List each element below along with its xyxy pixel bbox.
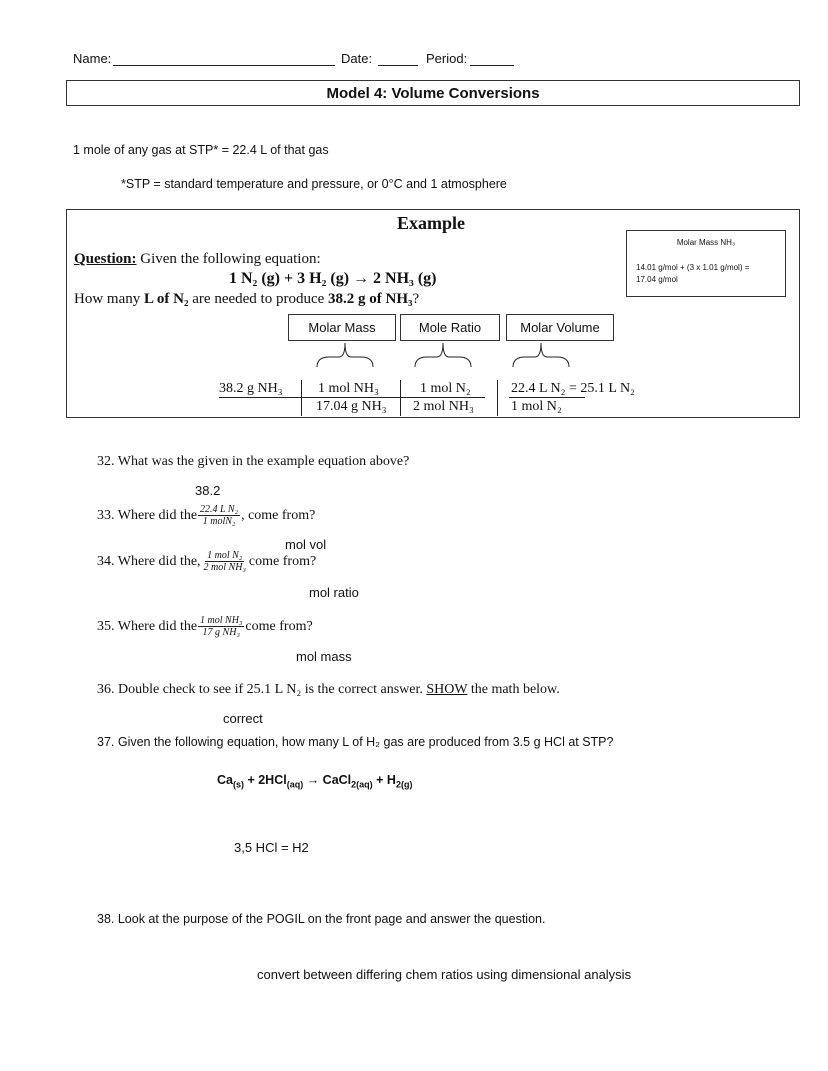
question-32: 32. What was the given in the example equation above? [97, 454, 410, 469]
answer-36: correct [223, 711, 263, 726]
molar-mass-note [626, 230, 786, 297]
calc-f3-num: 22.4 L N₂ = 25.1 L N₂ [511, 381, 635, 396]
prompt-text-2: are needed to produce [188, 291, 329, 307]
example-heading: Example [397, 213, 466, 233]
calc-f1-num: 1 mol NH₃ [318, 381, 379, 396]
molar-mass-note-line1: 14.01 g/mol + (3 x 1.01 g/mol) = [636, 263, 750, 272]
brace-molar-mass [315, 341, 375, 369]
q34-num: 1 mol N₂ [207, 550, 243, 561]
q33-den: 1 molN₂ [202, 516, 236, 527]
q34-text-post: come from? [248, 553, 317, 569]
answer-34: mol ratio [309, 585, 359, 600]
calc-line [219, 397, 485, 398]
example-equation: 1 N₂ (g) + 3 H₂ (g) → 2 NH₃ (g) [229, 270, 437, 287]
calc-f1-den: 17.04 g NH₃ [316, 399, 387, 414]
prompt-text-3: ? [412, 291, 420, 307]
answer-38: convert between differing chem ratios using dimensional analysis [257, 967, 632, 982]
calc-divider-1 [301, 380, 302, 416]
q35-den: 17 g NH₃ [202, 627, 240, 638]
q33-num: 22.4 L N₂ [200, 504, 239, 515]
label-molar-volume: Molar Volume [506, 314, 614, 341]
calc-divider-2 [400, 380, 401, 416]
question-text: Given the following equation: [136, 251, 321, 267]
prompt-text-1: How many [74, 291, 144, 307]
name-label: Name: [73, 51, 112, 66]
calc-divider-3 [497, 380, 498, 416]
date-label: Date: [341, 51, 373, 66]
label-molar-mass: Molar Mass [288, 314, 396, 341]
question-35 [97, 615, 313, 638]
calc-f2-num: 1 mol N₂ [420, 381, 471, 396]
stp-rule: 1 mole of any gas at STP* = 22.4 L of that gas [73, 143, 329, 157]
q35-num: 1 mol NH₃ [200, 615, 243, 626]
question-37: 37. Given the following equation, how many L of H₂ gas are produced from 3.5 g HCl at STP? [97, 735, 614, 749]
q35-fraction [198, 615, 244, 638]
period-label: Period: [426, 51, 468, 66]
q34-text-pre: 34. Where did the, [97, 553, 201, 569]
page-title: Model 4: Volume Conversions [326, 85, 540, 102]
calc-f3-den: 1 mol N₂ [511, 399, 562, 414]
q36-text-pre: 36. Double check to see if 25.1 L N₂ is the correct answer. [97, 682, 427, 697]
question-label: Question: [74, 251, 137, 267]
period-blank [470, 65, 514, 66]
q34-fraction [202, 550, 248, 573]
molar-mass-note-line2: 17.04 g/mol [636, 275, 678, 284]
answer-33: mol vol [285, 537, 327, 552]
question-34 [97, 550, 316, 573]
brace-molar-volume [511, 341, 571, 369]
q35-text-post: come from? [245, 618, 313, 634]
question-38: 38. Look at the purpose of the POGIL on the front page and answer the question. [97, 912, 546, 926]
q34-den: 2 mol NH₃ [203, 562, 246, 573]
label-mole-ratio: Mole Ratio [400, 314, 500, 341]
question-36 [97, 682, 560, 698]
q36-show: SHOW [426, 682, 468, 697]
title-box [66, 80, 800, 106]
name-blank [113, 65, 335, 66]
prompt-bold-1: L of N₂ [144, 291, 189, 307]
answer-35: mol mass [296, 649, 352, 664]
q33-fraction [198, 504, 240, 527]
date-blank [378, 65, 418, 66]
answer-32: 38.2 [195, 483, 221, 498]
q33-text-pre: 33. Where did the [97, 507, 198, 523]
answer-37: 3,5 HCl = H2 [234, 840, 309, 855]
calc-given: 38.2 g NH₃ [219, 381, 283, 396]
q36-text-post: the math below. [467, 682, 560, 697]
calc-f2-den: 2 mol NH₃ [413, 399, 474, 414]
stp-definition: *STP = standard temperature and pressure, or 0°C and 1 atmosphere [121, 177, 507, 191]
example-question [74, 251, 321, 268]
question-33 [97, 504, 315, 527]
q35-text-pre: 35. Where did the [97, 618, 198, 634]
example-prompt [74, 291, 419, 308]
molar-mass-note-title: Molar Mass NH₃ [676, 238, 736, 247]
q37-equation: $Ca_{(s)} + 2HCl_{(aq)}$ → CaCl$_{2(aq)}$ + $H_{2(g)}$ [217, 773, 413, 790]
brace-mole-ratio [413, 341, 473, 369]
q33-text-post: , come from? [241, 507, 316, 523]
calc-line-3 [509, 397, 585, 398]
prompt-bold-2: 38.2 g of NH₃ [328, 291, 413, 307]
